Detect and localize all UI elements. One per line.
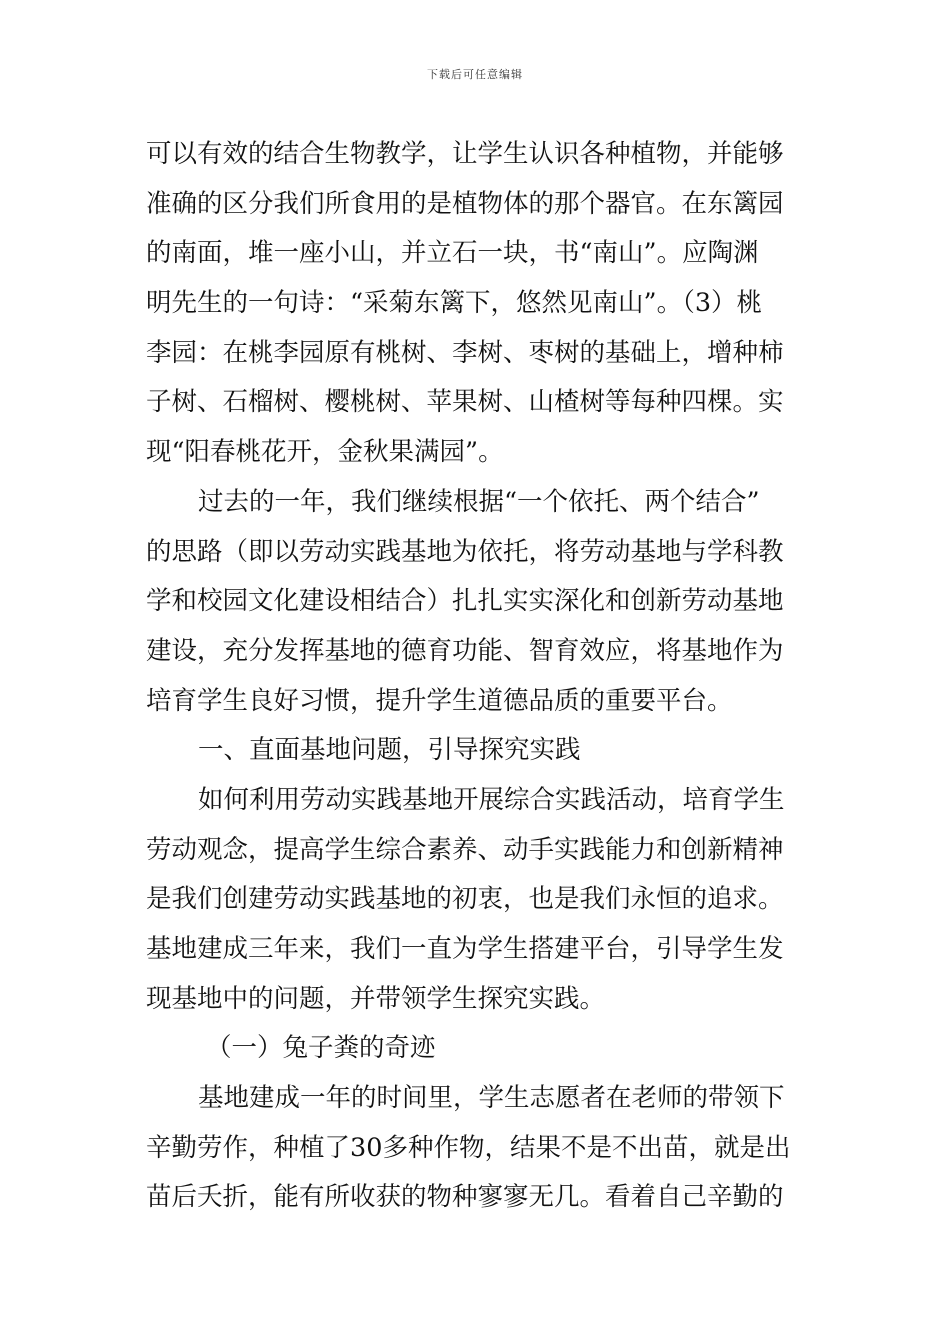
text-line: 苗后夭折，能有所收获的物种寥寥无几。看着自己辛勤的 [146, 1182, 784, 1213]
text-line: 学和校园文化建设相结合）扎扎实实深化和创新劳动基地 [146, 586, 784, 617]
paragraph-start-line: 如何利用劳动实践基地开展综合实践活动，培育学生 [198, 784, 785, 815]
subsection-heading: （一）兔子粪的奇迹 [206, 1033, 436, 1064]
text-line: 李园：在桃李园原有桃树、李树、枣树的基础上，增种柿 [146, 337, 784, 368]
text-line: 现基地中的问题，并带领学生探究实践。 [146, 983, 606, 1014]
text-line: 辛勤劳作，种植了30多种作物，结果不是不出苗，就是出 [146, 1132, 791, 1163]
text-line: 的思路（即以劳动实践基地为依托，将劳动基地与学科教 [146, 536, 784, 567]
text-line: 准确的区分我们所食用的是植物体的那个器官。在东篱园 [146, 188, 784, 219]
text-line: 基地建成三年来，我们一直为学生搭建平台，引导学生发 [146, 934, 784, 964]
text-line: 现“阳春桃花开，金秋果满园”。 [146, 437, 504, 468]
text-line: 培育学生良好习惯，提升学生道德品质的重要平台。 [146, 685, 733, 716]
text-line: 子树、石榴树、樱桃树、苹果树、山楂树等每种四棵。实 [146, 387, 784, 418]
paragraph-start-line: 过去的一年，我们继续根据“一个依托、两个结合” [198, 486, 760, 517]
document-body [146, 130, 816, 1223]
text-line: 劳动观念，提高学生综合素养、动手实践能力和创新精神 [146, 834, 784, 865]
page-header: 下载后可任意编辑 [427, 68, 523, 81]
text-line: 的南面，堆一座小山，并立石一块，书“南山”。应陶渊 [146, 238, 759, 269]
text-line: 明先生的一句诗：“采菊东篱下，悠然见南山”。（3）桃 [146, 288, 763, 319]
paragraph-start-line: 基地建成一年的时间里，学生志愿者在老师的带领下 [198, 1083, 785, 1114]
section-heading: 一、直面基地问题，引导探究实践 [198, 735, 581, 766]
text-line: 可以有效的结合生物教学，让学生认识各种植物，并能够 [146, 139, 784, 169]
text-line: 是我们创建劳动实践基地的初衷，也是我们永恒的追求。 [146, 884, 784, 915]
text-line: 建设，充分发挥基地的德育功能、智育效应，将基地作为 [146, 635, 784, 666]
